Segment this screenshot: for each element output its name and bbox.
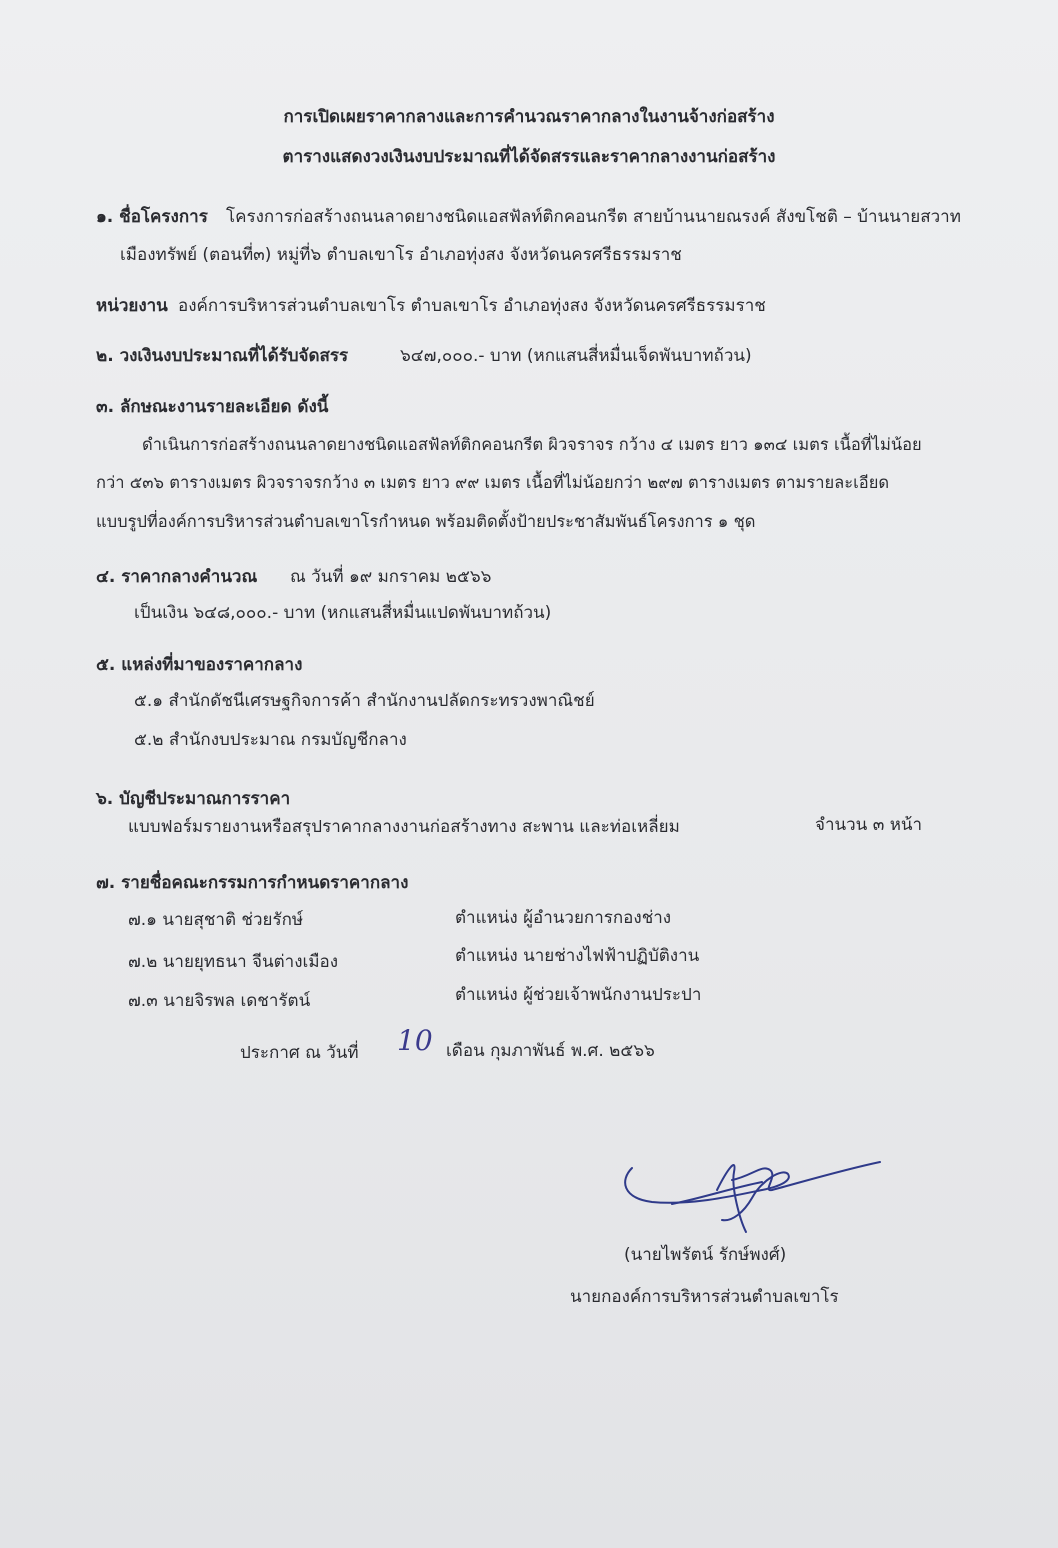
signatory-name: (นายไพรัตน์ รักษ์พงศ์) bbox=[624, 1245, 787, 1265]
committee-member-name: ๗.๓ นายจิรพล เดชารัตน์ bbox=[128, 991, 311, 1011]
title-line-2: ตารางแสดงวงเงินงบประมาณที่ได้จัดสรรและราคากลางงานก่อสร้าง bbox=[282, 147, 776, 167]
price-estimate-page-count: จำนวน ๓ หน้า bbox=[815, 815, 923, 835]
price-estimate-item: แบบฟอร์มรายงานหรือสรุปราคากลางงานก่อสร้างทาง สะพาน และท่อเหลี่ยม bbox=[128, 817, 680, 837]
committee-member-name: ๗.๒ นายยุทธนา จีนต่างเมือง bbox=[128, 952, 339, 972]
committee-member-position: ตำแหน่ง นายช่างไฟฟ้าปฏิบัติงาน bbox=[455, 946, 700, 966]
price-source-item: ๕.๒ สำนักงบประมาณ กรมบัญชีกลาง bbox=[134, 730, 407, 750]
price-source-label: ๕. แหล่งที่มาของราคากลาง bbox=[96, 655, 303, 675]
agency-value: องค์การบริหารส่วนตำบลเขาโร ตำบลเขาโร อำเภอทุ่งสง จังหวัดนครศรีธรรมราช bbox=[178, 296, 766, 316]
calculated-price-amount: เป็นเงิน ๖๔๘,๐๐๐.- บาท (หกแสนสี่หมื่นแปดพันบาทถ้วน) bbox=[134, 603, 552, 623]
work-description-label: ๓. ลักษณะงานรายละเอียด ดังนี้ bbox=[96, 397, 329, 417]
announcement-date-suffix: เดือน กุมภาพันธ์ พ.ศ. ๒๕๖๖ bbox=[446, 1041, 655, 1061]
committee-label: ๗. รายชื่อคณะกรรมการกำหนดราคากลาง bbox=[96, 873, 409, 893]
signature-stroke bbox=[625, 1168, 789, 1220]
calculated-price-date: ณ วันที่ ๑๙ มกราคม ๒๕๖๖ bbox=[290, 567, 492, 587]
announcement-prefix: ประกาศ ณ วันที่ bbox=[240, 1043, 359, 1063]
announcement-day-handwritten: 10 bbox=[397, 1024, 433, 1057]
budget-label: ๒. วงเงินงบประมาณที่ได้รับจัดสรร bbox=[96, 346, 349, 366]
project-name-line-2: เมืองทรัพย์ (ตอนที่๓) หมู่ที่๖ ตำบลเขาโร อำเภอทุ่งสง จังหวัดนครศรีธรรมราช bbox=[120, 245, 682, 265]
calculated-price-label: ๔. ราคากลางคำนวณ bbox=[96, 567, 258, 587]
committee-member-position: ตำแหน่ง ผู้อำนวยการกองช่าง bbox=[455, 908, 672, 928]
project-name-label: ๑. ชื่อโครงการ bbox=[96, 207, 208, 227]
committee-member-name: ๗.๑ นายสุชาติ ช่วยรักษ์ bbox=[128, 910, 304, 930]
work-description-line-3: แบบรูปที่องค์การบริหารส่วนตำบลเขาโรกำหนด พร้อมติดตั้งป้ายประชาสัมพันธ์โครงการ ๑ ชุด bbox=[96, 512, 756, 531]
committee-member-position: ตำแหน่ง ผู้ช่วยเจ้าพนักงานประปา bbox=[455, 985, 702, 1005]
signatory-title: นายกองค์การบริหารส่วนตำบลเขาโร bbox=[570, 1287, 839, 1307]
project-name-line-1: โครงการก่อสร้างถนนลาดยางชนิดแอสฟัลท์ติกคอนกรีต สายบ้านนายณรงค์ สังขโชติ – บ้านนายสวาท bbox=[226, 207, 961, 227]
price-source-item: ๕.๑ สำนักดัชนีเศรษฐกิจการค้า สำนักงานปลัดกระทรวงพาณิชย์ bbox=[134, 691, 595, 711]
budget-value: ๖๔๗,๐๐๐.- บาท (หกแสนสี่หมื่นเจ็ดพันบาทถ้วน) bbox=[400, 346, 752, 366]
agency-label: หน่วยงาน bbox=[96, 296, 168, 316]
work-description-line-1: ดำเนินการก่อสร้างถนนลาดยางชนิดแอสฟัลท์ติกคอนกรีต ผิวจราจร กว้าง ๔ เมตร ยาว ๑๓๔ เมตร เนื้อที่ไม่น้อย bbox=[142, 435, 922, 454]
title-line-1: การเปิดเผยราคากลางและการคำนวณราคากลางในงานจ้างก่อสร้าง bbox=[283, 107, 775, 127]
price-estimate-label: ๖. บัญชีประมาณการราคา bbox=[96, 789, 291, 809]
work-description-line-2: กว่า ๕๓๖ ตารางเมตร ผิวจราจรกว้าง ๓ เมตร ยาว ๙๙ เมตร เนื้อที่ไม่น้อยกว่า ๒๙๗ ตารางเมตร ตามรายละเอียด bbox=[96, 473, 890, 492]
signature-stroke bbox=[732, 1162, 880, 1190]
